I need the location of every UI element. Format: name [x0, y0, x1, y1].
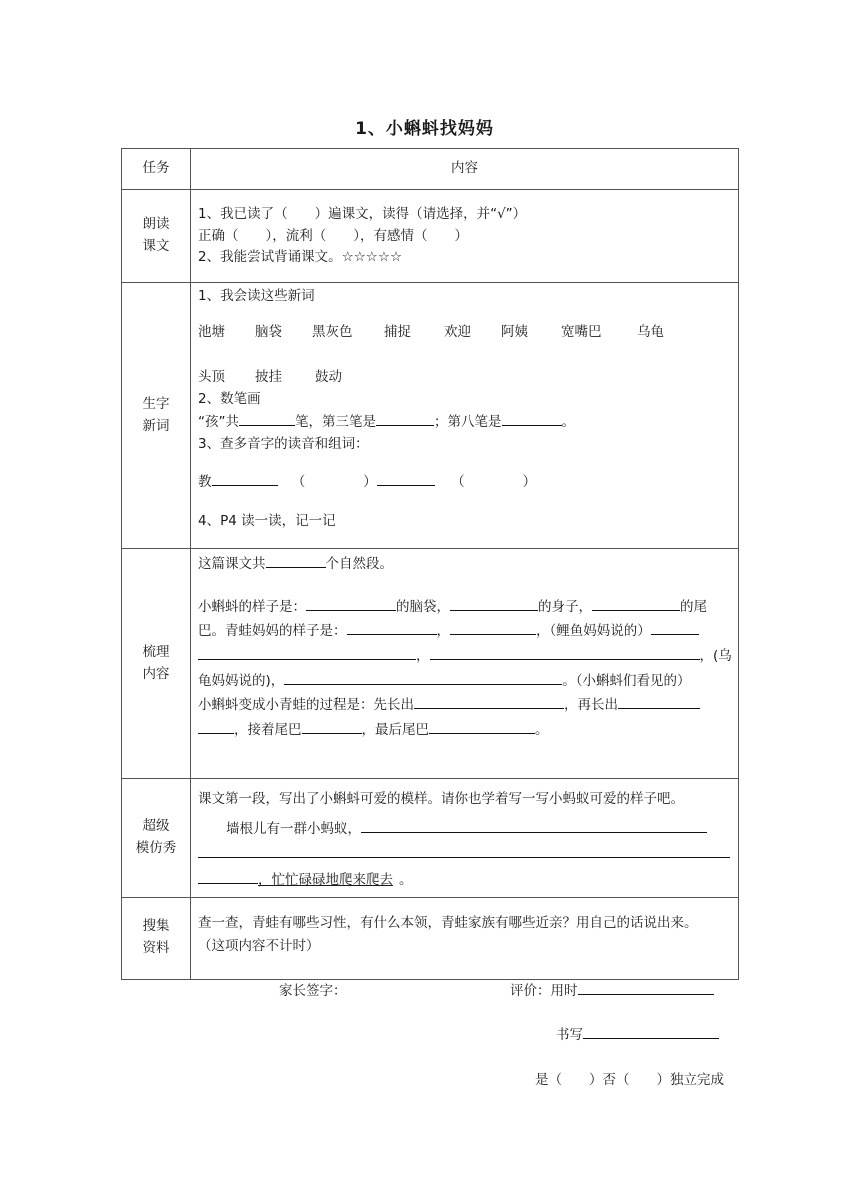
collect-line-2: （这项内容不计时） [198, 937, 320, 954]
task-label: 梳理 [142, 643, 170, 660]
polyphone-line [198, 470, 732, 494]
blank-ant-3[interactable] [198, 868, 258, 884]
sort-text: ， [436, 623, 450, 640]
sort-line-7 [198, 718, 732, 743]
sort-line-5 [198, 669, 732, 694]
page-title: 1、小蝌蚪找妈妈 [355, 119, 494, 139]
task-label: 资料 [142, 940, 170, 957]
row-imitate [122, 779, 739, 898]
paren: （ [451, 473, 465, 490]
blank-frog-2[interactable] [450, 619, 536, 635]
paren: （ [291, 473, 306, 490]
blank-stroke-count[interactable] [239, 410, 295, 426]
parent-sign-label: 家长签字： [279, 983, 347, 999]
header-content: 内容 [191, 149, 739, 190]
worksheet-table [121, 148, 739, 980]
paren: ） [522, 473, 537, 490]
words-q1: 1、我会读这些新词 [198, 288, 315, 304]
blank-frog-6[interactable] [284, 669, 562, 685]
task-label: 课文 [142, 238, 170, 254]
sort-line-6 [198, 693, 732, 718]
eval-time-line [510, 979, 714, 999]
sort-text: 的脑袋， [396, 598, 450, 615]
blank-tail[interactable] [592, 595, 680, 611]
imitate-line-3 [198, 842, 732, 868]
words-q2: 2、数笔画 [198, 390, 261, 407]
blank-head[interactable] [306, 595, 396, 611]
sort-text: 巴。青蛙妈妈的样子是： [198, 623, 347, 640]
strokes-text: “孩”共 [198, 414, 239, 431]
reading-line-1: 1、我已读了（ ）遍课文，读得（请选择，并“√”） [198, 206, 527, 222]
word-item: 鼓动 [315, 369, 342, 386]
task-label: 超级 [142, 818, 170, 835]
writing-label: 书写 [556, 1027, 583, 1043]
task-label: 生字 [142, 395, 170, 412]
strokes-line [198, 410, 732, 434]
content-words [191, 283, 739, 549]
task-words [122, 283, 191, 549]
word-item: 宽嘴巴 [561, 323, 602, 340]
imitate-text: 。 [399, 871, 413, 888]
polyphone-char: 教 [198, 473, 212, 490]
table-header-row [122, 149, 739, 190]
blank-tail-next[interactable] [302, 718, 362, 734]
sort-text: 。 [535, 721, 549, 738]
sort-text: ，再长出 [564, 697, 618, 714]
imitate-instruction: 课文第一段，写出了小蝌蚪可爱的模样。请你也学着写一写小蚂蚁可爱的样子吧。 [198, 791, 684, 807]
words-q4: 4、P4 读一读，记一记 [198, 513, 336, 530]
imitate-text: 墙根儿有一群小蚂蚁， [226, 820, 361, 837]
word-list-row-2 [198, 367, 732, 389]
task-collect [122, 897, 191, 979]
sort-text: 的尾 [680, 598, 707, 615]
blank-grow-then[interactable] [618, 693, 700, 709]
strokes-text: 笔，第三笔是 [295, 414, 376, 431]
reading-line-3: 2、我能尝试背诵课文。☆☆☆☆☆ [198, 249, 403, 266]
blank-grow-then-cont[interactable] [198, 718, 234, 734]
eval-time-label: 评价：用时 [510, 983, 578, 999]
sort-text: 个自然段。 [325, 556, 393, 572]
blank-ant-2[interactable] [198, 842, 730, 858]
sort-text: ，接着尾巴 [234, 721, 302, 738]
content-imitate [191, 779, 739, 898]
task-label: 新词 [142, 417, 170, 434]
content-reading [191, 190, 739, 283]
word-item: 头顶 [198, 369, 225, 386]
blank-ant-1[interactable] [361, 817, 707, 833]
strokes-text: ；第八笔是 [434, 414, 502, 431]
word-item: 披挂 [255, 369, 282, 386]
sort-line-3 [198, 619, 732, 644]
sort-text: ，(乌 [699, 647, 732, 664]
blank-frog-5[interactable] [430, 644, 700, 660]
imitate-line-2 [198, 817, 732, 843]
blank-time[interactable] [578, 979, 714, 995]
task-sort [122, 549, 191, 779]
collect-line-1: 查一查，青蛙有哪些习性，有什么本领，青蛙家族有哪些近亲？用自己的话说出来。 [198, 914, 698, 931]
imitate-text: ，忙忙碌碌地爬来爬去 [258, 871, 393, 888]
sort-text: 小蝌蚪的样子是： [198, 598, 306, 615]
blank-word-1[interactable] [212, 470, 278, 486]
sort-text: 这篇课文共 [198, 556, 266, 572]
words-q3: 3、查多音字的读音和组词： [198, 435, 369, 452]
word-item: 脑袋 [255, 323, 282, 340]
strokes-text: 。 [561, 414, 575, 431]
sort-line-2 [198, 595, 732, 620]
blank-paragraph-count[interactable] [266, 552, 326, 568]
blank-third-stroke[interactable] [376, 410, 434, 426]
blank-frog-1[interactable] [347, 619, 437, 635]
content-collect [191, 897, 739, 979]
task-label: 内容 [142, 665, 170, 682]
blank-tail-last[interactable] [429, 718, 535, 734]
blank-grow-first[interactable] [414, 693, 564, 709]
task-imitate [122, 779, 191, 898]
task-label: 模仿秀 [135, 839, 177, 856]
row-collect [122, 897, 739, 979]
sort-text: 。（小蝌蚪们看见的） [562, 672, 691, 689]
task-label: 搜集 [142, 918, 170, 935]
blank-writing[interactable] [583, 1023, 719, 1039]
word-item: 乌龟 [637, 323, 664, 340]
sort-line-1 [198, 552, 732, 577]
sort-text: 龟妈妈说的)， [198, 672, 285, 689]
task-label: 朗读 [142, 216, 170, 233]
imitate-line-4 [198, 868, 732, 894]
row-sort [122, 549, 739, 779]
blank-word-2[interactable] [377, 470, 435, 486]
word-item: 阿姨 [501, 323, 528, 340]
sort-text: ， [416, 647, 430, 664]
sort-text: ，最后尾巴 [361, 721, 429, 738]
word-item: 黑灰色 [312, 323, 353, 340]
task-reading [122, 190, 191, 283]
row-words [122, 283, 739, 549]
word-item: 池塘 [198, 323, 225, 340]
writing-line [556, 1023, 719, 1043]
sort-text: ，（鲤鱼妈妈说的） [536, 623, 651, 640]
independent-label: 是（ ）否（ ）独立完成 [535, 1072, 724, 1088]
header-task: 任务 [122, 149, 191, 190]
word-item: 捕捉 [384, 323, 411, 340]
reading-line-2: 正确（ ），流利（ ），有感情（ ） [198, 227, 468, 244]
sort-text: 小蝌蚪变成小青蛙的过程是：先长出 [198, 697, 414, 714]
sort-text: 的身子， [538, 598, 592, 615]
sort-line-4 [198, 644, 732, 669]
blank-frog-3[interactable] [651, 619, 699, 635]
word-item: 欢迎 [444, 323, 471, 340]
blank-body[interactable] [450, 595, 538, 611]
blank-eighth-stroke[interactable] [502, 410, 562, 426]
row-reading [122, 190, 739, 283]
content-sort [191, 549, 739, 779]
word-list-row-1 [198, 322, 732, 344]
blank-frog-4[interactable] [198, 644, 416, 660]
paren: ） [363, 473, 377, 490]
